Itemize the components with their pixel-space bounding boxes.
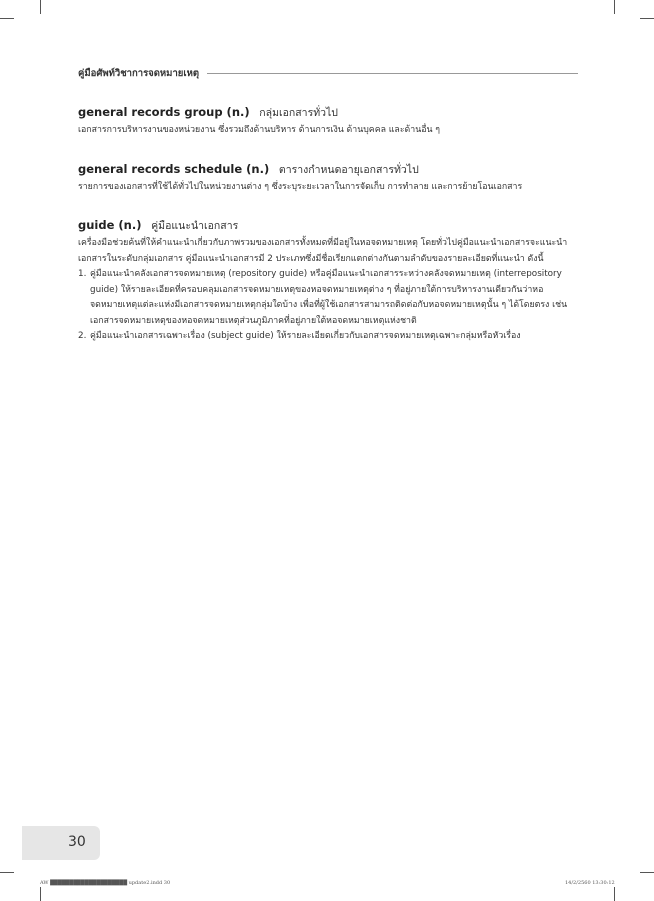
crop-mark (40, 887, 41, 901)
glossary-entry (78, 217, 578, 345)
entry-definition: เอกสารการบริหารงานของหน่วยงาน ซึ่งรวมถึงด้านบริหาร ด้านการเงิน ด้านบุคคล และด้านอื่น ๆ (78, 125, 441, 135)
list-item (78, 329, 578, 345)
running-header (78, 66, 578, 81)
header-rule (207, 73, 578, 74)
crop-mark (0, 18, 14, 19)
crop-mark (640, 18, 654, 19)
glossary-entry (78, 161, 578, 196)
crop-mark (0, 872, 14, 873)
crop-mark (40, 0, 41, 14)
entry-heading (78, 161, 578, 178)
page-number-tab (22, 826, 100, 860)
entry-term: general records group (n.) (78, 105, 250, 119)
entry-thai-term: คู่มือแนะนำเอกสาร (151, 220, 239, 232)
page-number: 30 (68, 834, 86, 850)
glossary-content (78, 104, 578, 367)
definition-list (78, 267, 578, 345)
entry-thai-term: กลุ่มเอกสารทั่วไป (259, 107, 338, 119)
entry-term: guide (n.) (78, 218, 142, 232)
crop-mark (614, 887, 615, 901)
entry-definition: รายการของเอกสารที่ใช้ได้ทั่วไปในหน่วยงานต่าง ๆ ซึ่งระบุระยะเวลาในการจัดเก็บ การทำลาย และการย้ายโอนเอกสาร (78, 181, 523, 192)
list-item-number: 2. (78, 331, 87, 341)
crop-mark (640, 872, 654, 873)
entry-thai-term: ตารางกำหนดอายุเอกสารทั่วไป (278, 163, 419, 176)
list-item (78, 267, 578, 329)
entry-heading (78, 217, 578, 234)
print-slug-date: 14/2/2560 13:30:12 (565, 880, 615, 886)
glossary-entry (78, 104, 578, 139)
list-item-text: คู่มือแนะนำเอกสารเฉพาะเรื่อง (subject guide) ให้รายละเอียดเกี่ยวกับเอกสารจดหมายเหตุเฉพาะกลุ่มหรือหัวเรื่อง (90, 331, 521, 341)
crop-mark (614, 0, 615, 14)
entry-term: general records schedule (n.) (78, 161, 270, 176)
entry-heading (78, 104, 578, 121)
list-item-text: คู่มือแนะนำคลังเอกสารจดหมายเหตุ (repository guide) หรือคู่มือแนะนำเอกสารระหว่างคลังจดหมายเหตุ (interrepository guide) ให้รายละเอียดที่ครอบคลุมเอกสารจดหมายเหตุของหอจดหมายเหตุต่าง ๆ ที่อยู่ภายใต้การบริหารงานเดียวกันว่าหอจดหมายเหตุแต่ละแห่งมีเอกสารจดหมายเหตุกลุ่มใดบ้าง เพื่อที่ผู้ใช้เอกสารสามารถติดต่อกับหอจดหมายเหตุนั้น ๆ ได้โดยตรง เช่น เอกสารจดหมายเหตุของหอจดหมายเหตุส่วนภูมิภาคที่อยู่ภายใต้หอจดหมายเหตุแห่งชาติ (90, 269, 568, 326)
list-item-number: 1. (78, 269, 87, 279)
print-slug-file: AW ████████████████████ update2.indd 30 (40, 880, 171, 886)
running-title: คู่มือศัพท์วิชาการจดหมายเหตุ (78, 68, 200, 79)
entry-definition: เครื่องมือช่วยค้นที่ให้คำแนะนำเกี่ยวกับภาพรวมของเอกสารทั้งหมดที่มีอยู่ในหอจดหมายเหตุ โดยทั่วไปคู่มือแนะนำเอกสารจะแนะนำเอกสารในระดับกลุ่มเอกสาร คู่มือแนะนำเอกสารมี 2 ประเภทซึ่งมีชื่อเรียกแตกต่างกันตามลำดับของรายละเอียดที่แนะนำ ดังนี้ (78, 238, 568, 264)
